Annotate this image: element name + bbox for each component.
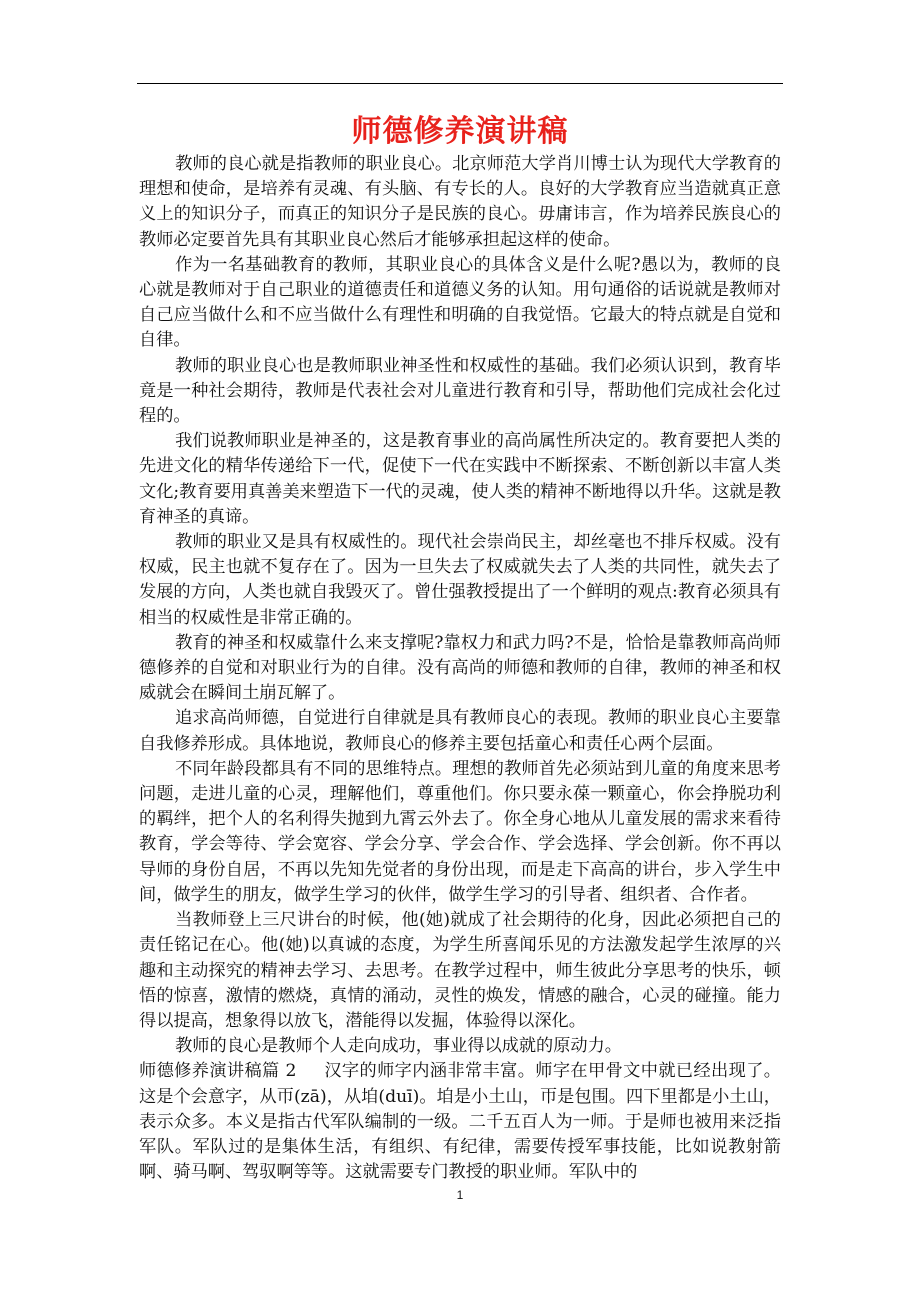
paragraph: 教育的神圣和权威靠什么来支撑呢?靠权力和武力吗?不是，恰恰是靠教师高尚师德修养的自觉和对职业行为的自律。没有高尚的师德和教师的自律，教师的神圣和权威就会在瞬间土崩瓦解了。 [139, 632, 781, 704]
paragraph: 教师的职业又是具有权威性的。现代社会崇尚民主，却丝毫也不排斥权威。没有权威，民主也就不复存在了。因为一旦失去了权威就失去了人类的共同性，就失去了发展的方向，人类也就自我毁灭了。曾仕强教授提出了一个鲜明的观点:教育必须具有相当的权威性是非常正确的。 [139, 532, 781, 628]
paragraph: 不同年龄段都具有不同的思维特点。理想的教师首先必须站到儿童的角度来思考问题，走进儿童的心灵，理解他们，尊重他们。你只要永葆一颗童心，你会挣脱功利的羁绊，把个人的名利得失抛到九霄云外去了。你全身心地从儿童发展的需求来看待教育，学会等待、学会宽容、学会分享、学会合作、学会选择、学会创新。你不再以导师的身份自居，不再以先知先觉者的身份出现，而是走下高高的讲台，步入学生中间，做学生的朋友，做学生学习的伙伴，做学生学习的引导者、组织者、合作者。 [139, 758, 781, 905]
document-title: 师德修养演讲稿 [351, 114, 569, 149]
page-number: 1 [456, 1188, 464, 1202]
paragraph: 教师的职业良心也是教师职业神圣性和权威性的基础。我们必须认识到，教育毕竟是一种社会期待，教师是代表社会对儿童进行教育和引导，帮助他们完成社会化过程的。 [139, 355, 781, 427]
paragraph: 我们说教师职业是神圣的，这是教育事业的高尚属性所决定的。教育要把人类的先进文化的精华传递给下一代，促使下一代在实践中不断探索、不断创新以丰富人类文化;教育要用真善美来塑造下一代的灵魂，使人类的精神不断地得以升华。这就是教育神圣的真谛。 [139, 431, 781, 527]
paragraph: 教师的良心是教师个人走向成功，事业得以成就的原动力。 [175, 1036, 622, 1057]
document-body [139, 152, 781, 1185]
paragraph: 作为一名基础教育的教师，其职业良心的具体含义是什么呢?愚以为，教师的良心就是教师对于自己职业的道德责任和道德义务的认知。用句通俗的话说就是教师对自己应当做什么和不应当做什么有理性和明确的自我觉悟。它最大的特点就是自觉和自律。 [139, 254, 781, 351]
paragraph: 教师的良心就是指教师的职业良心。北京师范大学肖川博士认为现代大学教育的理想和使命，是培养有灵魂、有头脑、有专长的人。良好的大学教育应当造就真正意义上的知识分子，而真正的知识分子是民族的良心。毋庸讳言，作为培养民族良心的教师必定要首先具有其职业良心然后才能够承担起这样的使命。 [139, 154, 781, 250]
section-2-paragraph [139, 1059, 781, 1185]
paragraph: 当教师登上三尺讲台的时候，他(她)就成了社会期待的化身，因此必须把自己的责任铭记在心。他(她)以真诚的态度，为学生所喜闻乐见的方法激发起学生浓厚的兴趣和主动探究的精神去学习、去思考。在教学过程中，师生彼此分享思考的快乐，顿悟的惊喜，激情的燃烧，真情的涌动，灵性的焕发，情感的融合，心灵的碰撞。能力得以提高，想象得以放飞，潜能得以发掘，体验得以深化。 [139, 910, 781, 1031]
header-rule [137, 83, 783, 84]
section-2-label: 师德修养演讲稿篇 2 [139, 1061, 297, 1082]
paragraph: 追求高尚师德，自觉进行自律就是具有教师良心的表现。教师的职业良心主要靠自我修养形成。具体地说，教师良心的修养主要包括童心和责任心两个层面。 [139, 708, 781, 754]
section-2-text: 汉字的师字内涵非常丰富。师字在甲骨文中就已经出现了。这是个会意字，从帀(zā)，从垍(duī)。垍是小土山，帀是包围。四下里都是小土山，表示众多。本义是指古代军队编制的一级。二千五百人为一师。于是师也被用来泛指军队。军队过的是集体生活，有组织、有纪律，需要传授军事技能，比如说教射箭啊、骑马啊、驾驭啊等等。这就需要专门教授的职业师。军队中的 [139, 1061, 781, 1183]
